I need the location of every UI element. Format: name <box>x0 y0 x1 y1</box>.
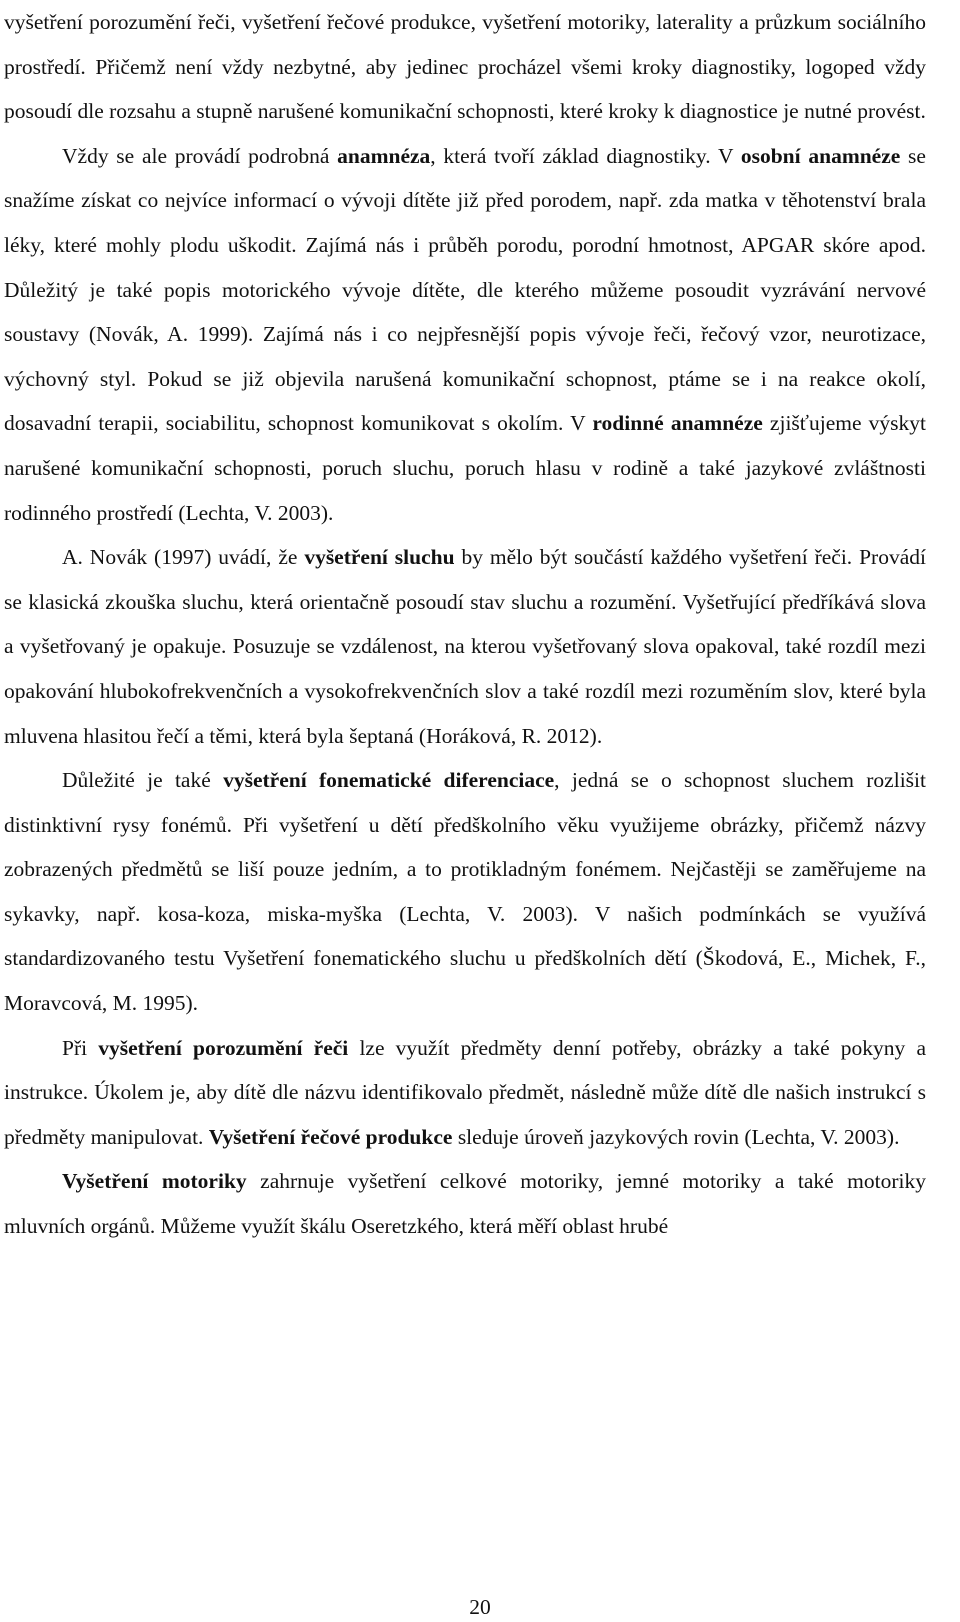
text-run: zahrnuje vyšetření celkové motoriky, jemné motoriky a také motoriky mluvních orgánů. Můžeme využít škálu Oseretzkého, která měří oblast hrubé <box>4 1169 926 1239</box>
bold-term: Vyšetření motoriky <box>62 1169 247 1194</box>
text-run: by mělo být součástí každého vyšetření řeči. Provádí se klasická zkouška sluchu, která orientačně posoudí stav sluchu a rozumění. Vyšetřující předříkává slova a vyšetřovaný je opakuje. Posuzuje se vzdálenost, na kterou vyšetřovaný slova opakoval, také rozdíl mezi opakování hlubokofrekvenčních a vysokofrekvenčních slov a také rozdíl mezi rozuměním slov, které byla mluvena hlasitou řečí a těmi, která byla šeptaná (Horáková, R. 2012). <box>4 545 926 748</box>
text-run: lze využít předměty denní potřeby, obrázky a také pokyny a instrukce. Úkolem je, aby dítě dle názvu identifikovalo předmět, následně může dítě dle našich instrukcí s předměty manipulovat. <box>4 1035 926 1149</box>
paragraph <box>4 134 926 535</box>
text-run: , jedná se o schopnost sluchem rozlišit distinktivní rysy fonémů. Při vyšetření u dětí předškolního věku využijeme obrázky, přičemž názvy zobrazených předmětů se liší pouze jedním, a to protikladným fonémem. Nejčastěji se zaměřujeme na sykavky, např. kosa-koza, miska-myška (Lechta, V. 2003). V našich podmínkách se využívá standardizovaného testu Vyšetření fonematického sluchu u předškolních dětí (Škodová, E., Michek, F., Moravcová, M. 1995). <box>4 768 926 1016</box>
body-text <box>4 0 926 1249</box>
bold-term: Vyšetření řečové produkce <box>208 1124 453 1149</box>
page-number: 20 <box>469 1595 491 1619</box>
text-run: sleduje úroveň jazykových rovin (Lechta, V. 2003). <box>452 1124 900 1149</box>
paragraph <box>4 535 926 758</box>
bold-term: vyšetření sluchu <box>304 545 455 570</box>
text-run: A. Novák (1997) uvádí, že <box>62 545 305 570</box>
text-run: se snažíme získat co nejvíce informací o vývoji dítěte již před porodem, např. zda matka v těhotenství brala léky, které mohly plodu uškodit. Zajímá nás i průběh porodu, porodní hmotnost, APGAR skóre apod. Důležitý je také popis motorického vývoje dítěte, dle kterého můžeme posoudit vyzrávání nervové soustavy (Novák, A. 1999). Zajímá nás i co nejpřesnější popis vývoje řeči, řečový vzor, neurotizace, výchovný styl. Pokud se již objevila narušená komunikační schopnost, ptáme se i na reakce okolí, dosavadní terapii, sociabilitu, schopnost komunikovat s okolím. V <box>4 143 926 436</box>
text-run: Vždy se ale provádí podrobná <box>62 143 338 168</box>
text-run: vyšetření porozumění řeči, vyšetření řečové produkce, vyšetření motoriky, laterality a průzkum sociálního prostředí. Přičemž není vždy nezbytné, aby jedinec procházel všemi kroky diagnostiky, logoped vždy posoudí dle rozsahu a stupně narušené komunikační schopnosti, které kroky k diagnostice je nutné provést. <box>4 10 926 124</box>
bold-term: vyšetření fonematické diferenciace <box>223 768 555 793</box>
bold-term: rodinné anamnéze <box>592 411 763 436</box>
text-run: zjišťujeme výskyt narušené komunikační schopnosti, poruch sluchu, poruch hlasu v rodině a také jazykové zvláštnosti rodinného prostředí (Lechta, V. 2003). <box>4 411 926 525</box>
bold-term: vyšetření porozumění řeči <box>98 1035 349 1060</box>
bold-term: anamnéza <box>337 143 431 168</box>
text-run: Při <box>62 1035 99 1060</box>
paragraph <box>4 758 926 1026</box>
text-run: , která tvoří základ diagnostiky. V <box>430 143 741 168</box>
paragraph <box>4 0 926 134</box>
paragraph <box>4 1159 926 1248</box>
text-run: Důležité je také <box>62 768 224 793</box>
bold-term: osobní anamnéze <box>740 143 901 168</box>
paragraph <box>4 1026 926 1160</box>
